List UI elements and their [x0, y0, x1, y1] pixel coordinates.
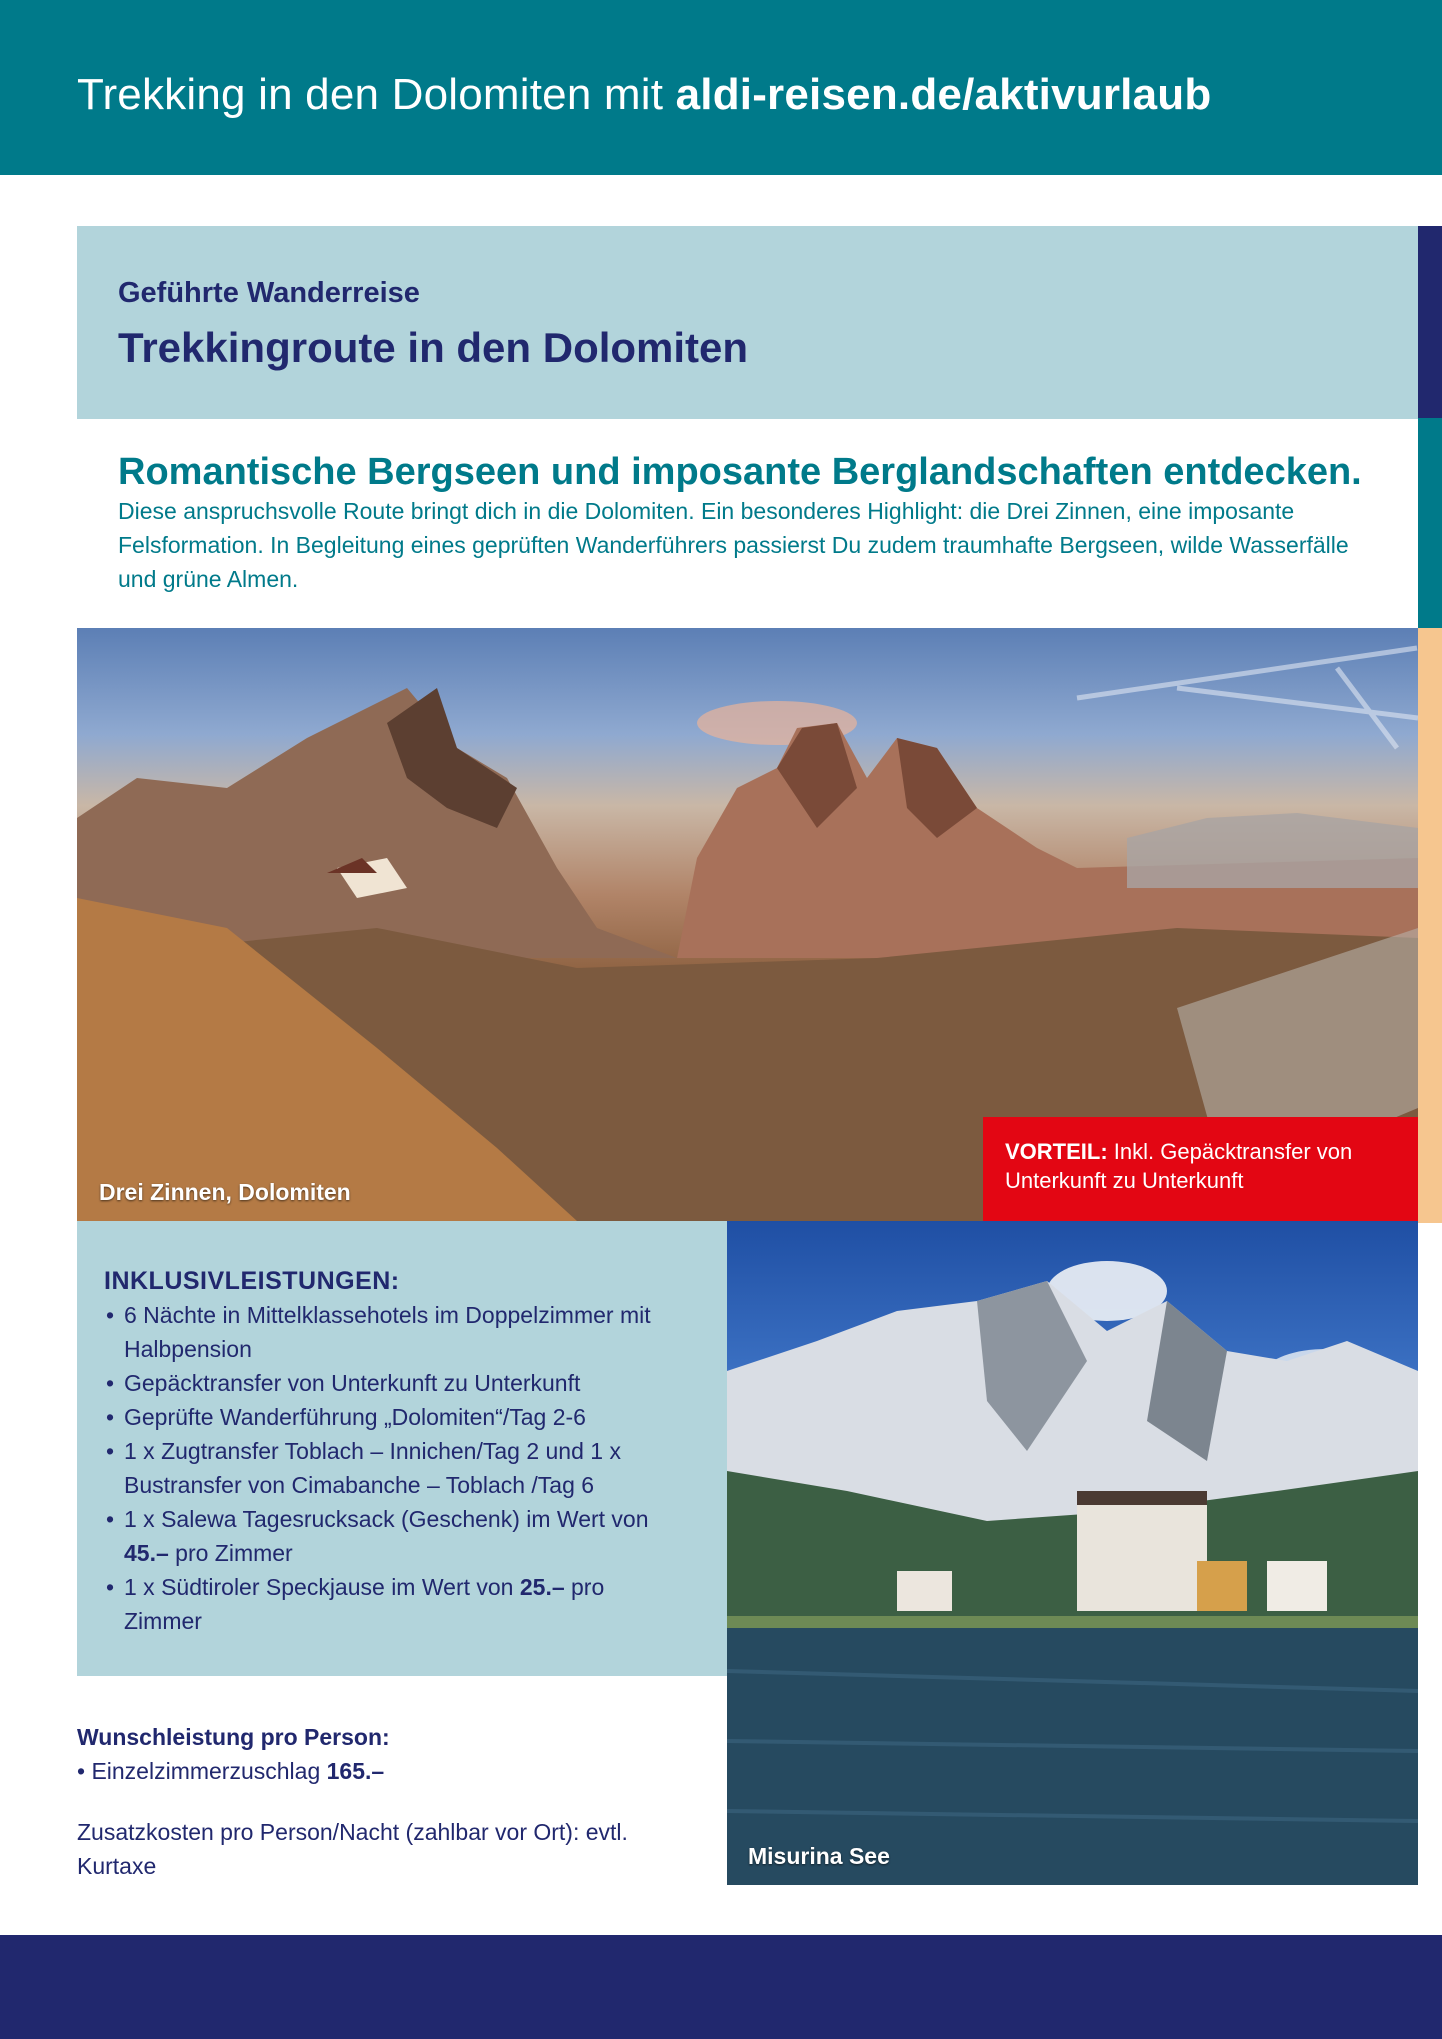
photo-caption-main: Drei Zinnen, Dolomiten: [99, 1179, 351, 1205]
inclusion-item-backpack: • 1 x Salewa Tagesrucksack (Geschenk) im Wert von 45.– pro Zimmer: [104, 1502, 664, 1570]
inclusions-box: [77, 1221, 727, 1676]
header-link[interactable]: aldi-reisen.de/aktivurlaub: [675, 70, 1212, 119]
inclusions-heading: INKLUSIVLEISTUNGEN:: [104, 1267, 400, 1295]
advantage-label: VORTEIL:: [1005, 1139, 1108, 1164]
page-header: [0, 0, 1442, 175]
inclusions-list: [104, 1298, 727, 1638]
page-footer-bar: [0, 1935, 1442, 2039]
lake-image: [727, 1221, 1418, 1885]
single-room-surcharge: • Einzelzimmerzuschlag 165.–: [77, 1758, 385, 1784]
advantage-badge: [983, 1117, 1418, 1221]
offer-kicker: Geführte Wanderreise: [118, 277, 420, 309]
offer-title-box: [77, 226, 1418, 419]
photo-caption-second: Misurina See: [748, 1843, 890, 1869]
additional-costs: Zusatzkosten pro Person/Nacht (zahlbar vor Ort): evtl. Kurtaxe: [77, 1819, 628, 1879]
side-tab-teal: [1418, 418, 1442, 628]
intro-text: Diese anspruchsvolle Route bringt dich in die Dolomiten. Ein besonderes Highlight: die Drei Zinnen, eine imposante Felsformation. In Begleitung eines geprüften Wanderführers passierst Du zudem traumhafte Bergseen, wilde Wasserfälle und grüne Almen.: [118, 498, 1349, 592]
inclusion-item: • 6 Nächte in Mittelklassehotels im Doppelzimmer mit Halbpension: [104, 1298, 664, 1366]
speck-price: 25.–: [519, 1574, 565, 1600]
inclusion-item: • Geprüfte Wanderführung „Dolomiten“/Tag 2-6: [104, 1400, 664, 1434]
extras-title: Wunschleistung pro Person:: [77, 1724, 390, 1750]
advantage-text: Inkl. Gepäcktransfer von Unterkunft zu Unterkunft: [1005, 1139, 1353, 1193]
side-tab-strip: [1418, 226, 1442, 1223]
header-title: Trekking in den Dolomiten mit: [77, 70, 676, 119]
photo-misurina-see: [727, 1221, 1418, 1885]
inclusion-item: • Gepäcktransfer von Unterkunft zu Unterkunft: [104, 1366, 664, 1400]
inclusion-item-speck: • 1 x Südtiroler Speckjause im Wert von 25.– pro Zimmer: [104, 1570, 664, 1638]
inclusion-item: • 1 x Zugtransfer Toblach – Innichen/Tag 2 und 1 x Bustransfer von Cimabanche – Toblach /Tag 6: [104, 1434, 664, 1502]
extras-section: [77, 1720, 717, 1883]
single-room-price: 165.–: [326, 1758, 385, 1784]
side-tab-sand: [1418, 628, 1442, 1223]
intro-headline: Romantische Bergseen und imposante Berglandschaften entdecken.: [118, 451, 1362, 493]
intro-section: [118, 450, 1378, 596]
offer-title: Trekkingroute in den Dolomiten: [118, 324, 749, 371]
side-tab-navy: [1418, 226, 1442, 418]
backpack-price: 45.–: [124, 1540, 169, 1566]
